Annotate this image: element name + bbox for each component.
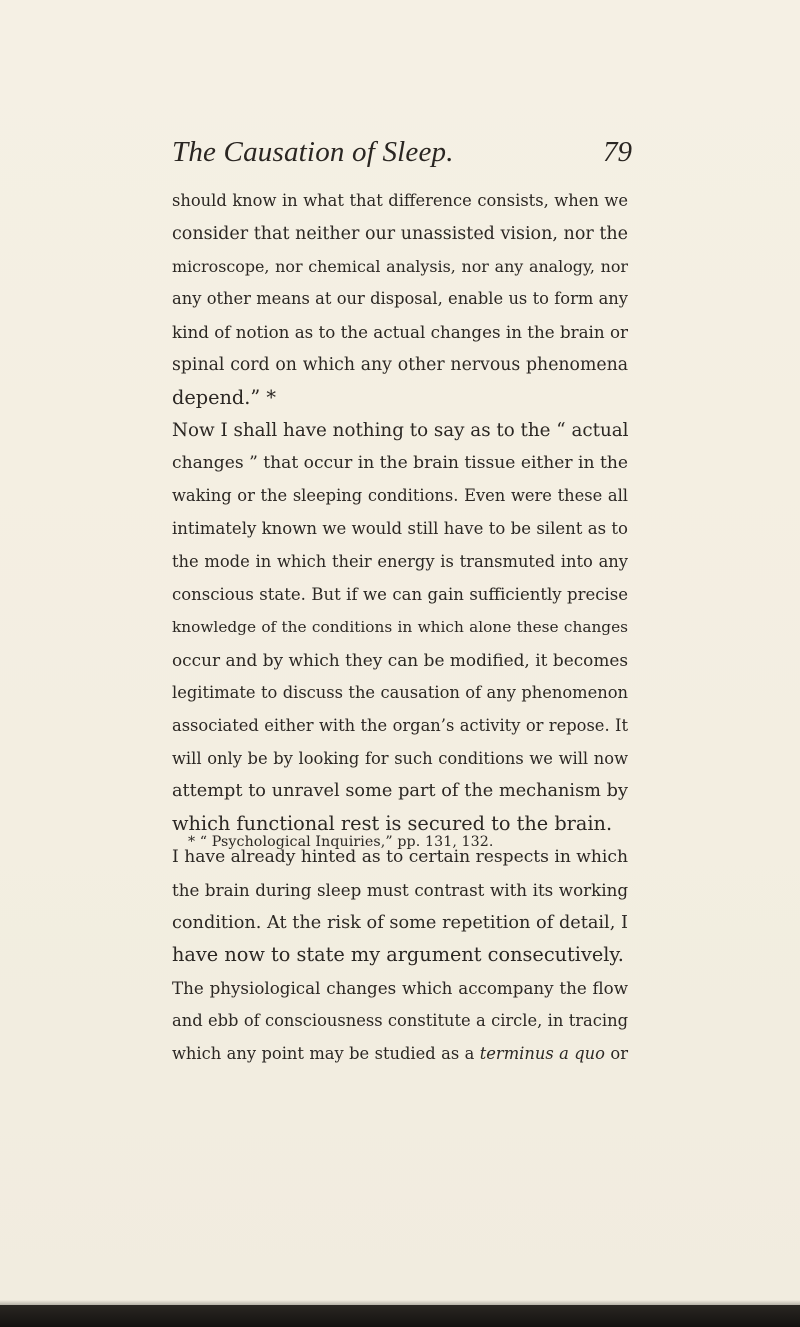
chapter-title: The Causation of Sleep. [172, 136, 454, 168]
text-line: occur and by which they can be modified, it becomes [172, 650, 628, 671]
text-line: the mode in which their energy is transmuted into any [172, 551, 628, 571]
text-line-final-start: which any point may be studied as a [172, 1043, 475, 1063]
text-line: Now I shall have nothing to say as to the “ actual [172, 419, 629, 441]
text-line: should know in what that difference consists, when we [172, 191, 628, 210]
text-line: condition. At the risk of some repetition of detail, I [172, 912, 628, 933]
text-line: which functional rest is secured to the brain. [172, 812, 613, 836]
footnote: * “ Psychological Inquiries,” pp. 131, 132. [188, 834, 494, 850]
text-line-final [172, 1038, 628, 1071]
page-number: 79 [603, 136, 632, 168]
text-line: spinal cord on which any other nervous phenomena [172, 354, 628, 375]
text-line: kind of notion as to the actual changes in the brain or [172, 322, 628, 343]
text-line: any other means at our disposal, enable us to form any [172, 289, 628, 309]
text-line: intimately known we would still have to be silent as to [172, 518, 628, 538]
running-head [172, 136, 632, 176]
text-line: depend.” * [172, 385, 277, 409]
text-line: waking or the sleeping conditions. Even were these all [172, 486, 628, 506]
text-line: consider that neither our unassisted vision, nor the [172, 223, 628, 244]
text-line: changes ” that occur in the brain tissue either in the [172, 453, 628, 474]
text-line: legitimate to discuss the causation of any phenomenon [172, 682, 628, 702]
text-line: have now to state my argument consecutively. [172, 943, 624, 967]
text-line: knowledge of the conditions in which alone these changes [172, 618, 628, 637]
latin-phrase: terminus a quo [479, 1043, 605, 1063]
text-line: will only be by looking for such conditions we will now [172, 748, 628, 768]
text-line: the brain during sleep must contrast with its working [172, 879, 628, 900]
text-line: and ebb of consciousness constitute a circle, in tracing [172, 1010, 628, 1030]
text-line: microscope, nor chemical analysis, nor any analogy, nor [172, 256, 628, 276]
text-line: conscious state. But if we can gain sufficiently precise [172, 584, 628, 604]
text-line: The physiological changes which accompany the flow [172, 978, 628, 999]
body-text [172, 185, 628, 1071]
text-line: associated either with the organ’s activity or repose. It [172, 715, 628, 735]
text-line: attempt to unravel some part of the mechanism by [172, 781, 628, 802]
page-edge [0, 1305, 800, 1327]
text-line: I have already hinted as to certain respects in which [172, 846, 628, 867]
text-line-final-end: or [610, 1043, 628, 1063]
